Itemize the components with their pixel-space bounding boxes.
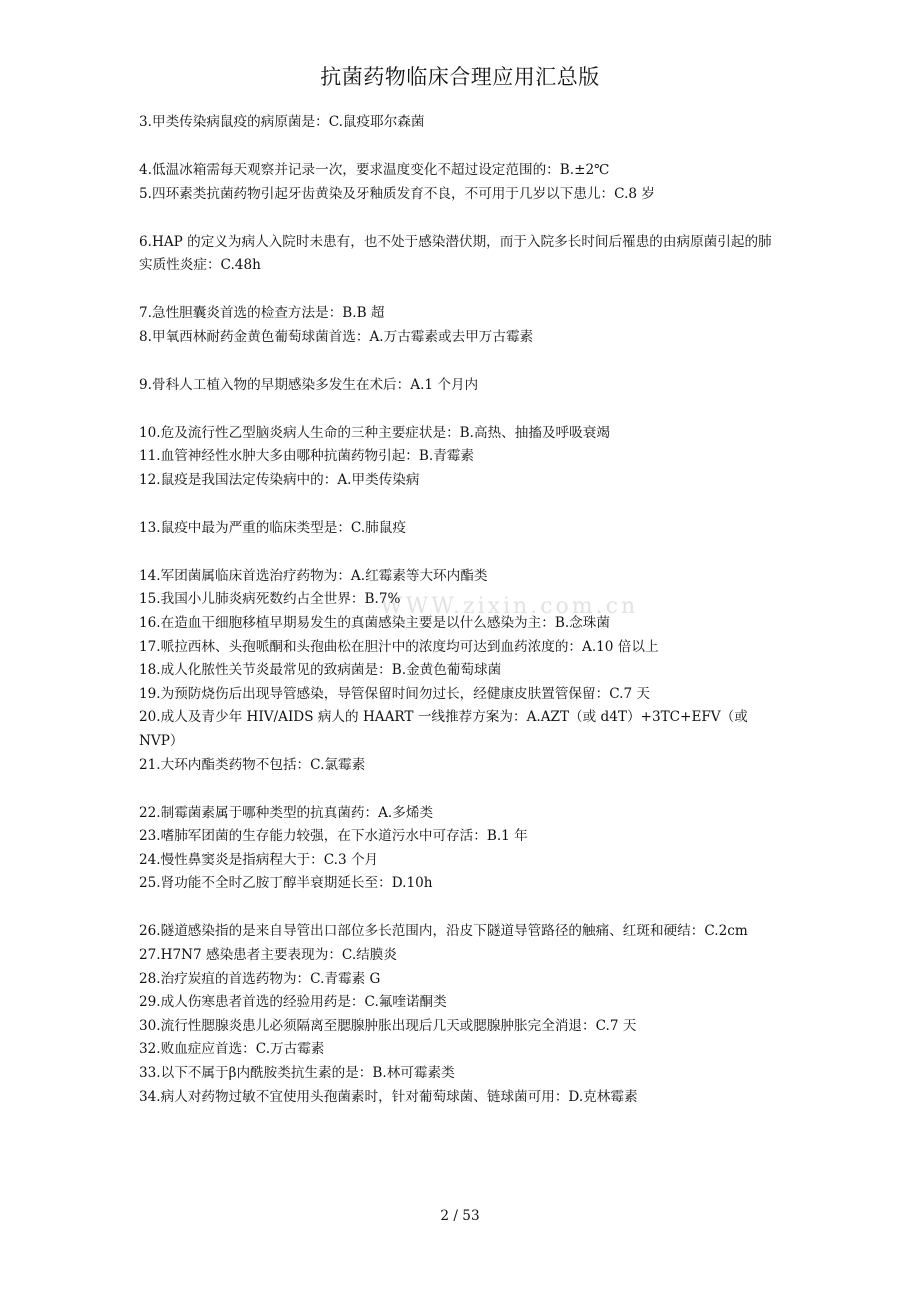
question-line: 11.血管神经性水肿大多由哪种抗菌药物引起：B.青霉素 [139,448,474,465]
question-line: 27.H7N7 感染患者主要表现为：C.结膜炎 [139,946,397,963]
question-line: 21.大环内酯类药物不包括：C.氯霉素 [139,756,366,773]
question-line: 10.危及流行性乙型脑炎病人生命的三种主要症状是：B.高热、抽搐及呼吸衰竭 [139,424,610,441]
question-line: 19.为预防烧伤后出现导管感染，导管保留时间勿过长，经健康皮肤置管保留：C.7 天 [139,685,651,702]
question-line: 24.慢性鼻窦炎是指病程大于：C.3 个月 [139,851,379,868]
question-line: 22.制霉菌素属于哪种类型的抗真菌药：A.多烯类 [139,804,434,821]
question-line: 6.HAP 的定义为病人入院时未患有，也不处于感染潜伏期，而于入院多长时间后罹患的由病原菌引起的肺实质性炎症：C.48h [139,233,772,274]
question-line: 28.治疗炭疽的首选药物为：C.青霉素 G [139,970,381,987]
question-line: 13.鼠疫中最为严重的临床类型是：C.肺鼠疫 [139,519,406,536]
blank-line [139,135,784,159]
question-line: 23.嗜肺军团菌的生存能力较强，在下水道污水中可存活：B.1 年 [139,828,528,845]
blank-line [139,540,784,564]
question-line: 3.甲类传染病鼠疫的病原菌是：C.鼠疫耶尔森菌 [139,114,425,130]
page-number [0,1206,920,1226]
question-line: 4.低温冰箱需每天观察并记录一次，要求温度变化不超过设定范围的：B.±2℃ [139,161,610,178]
blank-line [139,896,784,920]
question-line: 7.急性胆囊炎首选的检查方法是：B.B 超 [139,305,385,322]
question-line: 30.流行性腮腺炎患儿必须隔离至腮腺肿胀出现后几天或腮腺肿胀完全消退：C.7 天 [139,1017,637,1034]
question-line: 29.成人伤寒患者首选的经验用药是：C.氟喹诺酮类 [139,994,447,1011]
blank-line [139,397,784,421]
question-line: 25.肾功能不全时乙胺丁醇半衰期延长至：D.10h [139,875,433,892]
page-total: 53 [462,1208,480,1224]
question-line: 26.隧道感染指的是来自导管出口部位多长范围内，沿皮下隧道导管路径的触痛、红斑和硬结：C.2cm [139,923,748,940]
page-separator: / [453,1208,458,1224]
question-line: 34.病人对药物过敏不宜使用头孢菌素时，针对葡萄球菌、链球菌可用：D.克林霉素 [139,1088,638,1105]
question-line: 9.骨科人工植入物的早期感染多发生在术后：A.1 个月内 [139,376,479,393]
question-line: 12.鼠疫是我国法定传染病中的：A.甲类传染病 [139,471,420,488]
blank-line [139,278,784,302]
question-line: 17.哌拉西林、头孢哌酮和头孢曲松在胆汁中的浓度均可达到血药浓度的：A.10 倍以上 [139,638,659,655]
blank-line [139,206,784,230]
question-list [139,111,784,1109]
question-line: 20.成人及青少年 HIV/AIDS 病人的 HAART 一线推荐方案为：A.AZT（或 d4T）+3TC+EFV（或 NVP） [139,709,748,750]
page-current: 2 [440,1208,450,1224]
question-line: 16.在造血干细胞移植早期易发生的真菌感染主要是以什么感染为主：B.念珠菌 [139,615,610,632]
question-line: 14.军团菌属临床首选治疗药物为：A.红霉素等大环内酯类 [139,567,488,584]
question-line: 32.败血症应首选：C.万古霉素 [139,1041,325,1058]
question-line: 5.四环素类抗菌药物引起牙齿黄染及牙釉质发育不良，不可用于几岁以下患儿：C.8 岁 [139,185,655,202]
watermark: WWW.zixin.com.cn [380,594,639,619]
blank-line [139,777,784,801]
question-line: 15.我国小儿肺炎病死数约占全世界：B.7% [139,591,401,608]
question-line: 33.以下不属于β内酰胺类抗生素的是：B.林可霉素类 [139,1064,455,1081]
blank-line [139,349,784,373]
blank-line [139,492,784,516]
question-line: 18.成人化脓性关节炎最常见的致病菌是：B.金黄色葡萄球菌 [139,662,502,679]
page-title: 抗菌药物临床合理应用汇总版 [320,65,600,89]
question-line: 8.甲氧西林耐药金黄色葡萄球菌首选：A.万古霉素或去甲万古霉素 [139,328,534,345]
